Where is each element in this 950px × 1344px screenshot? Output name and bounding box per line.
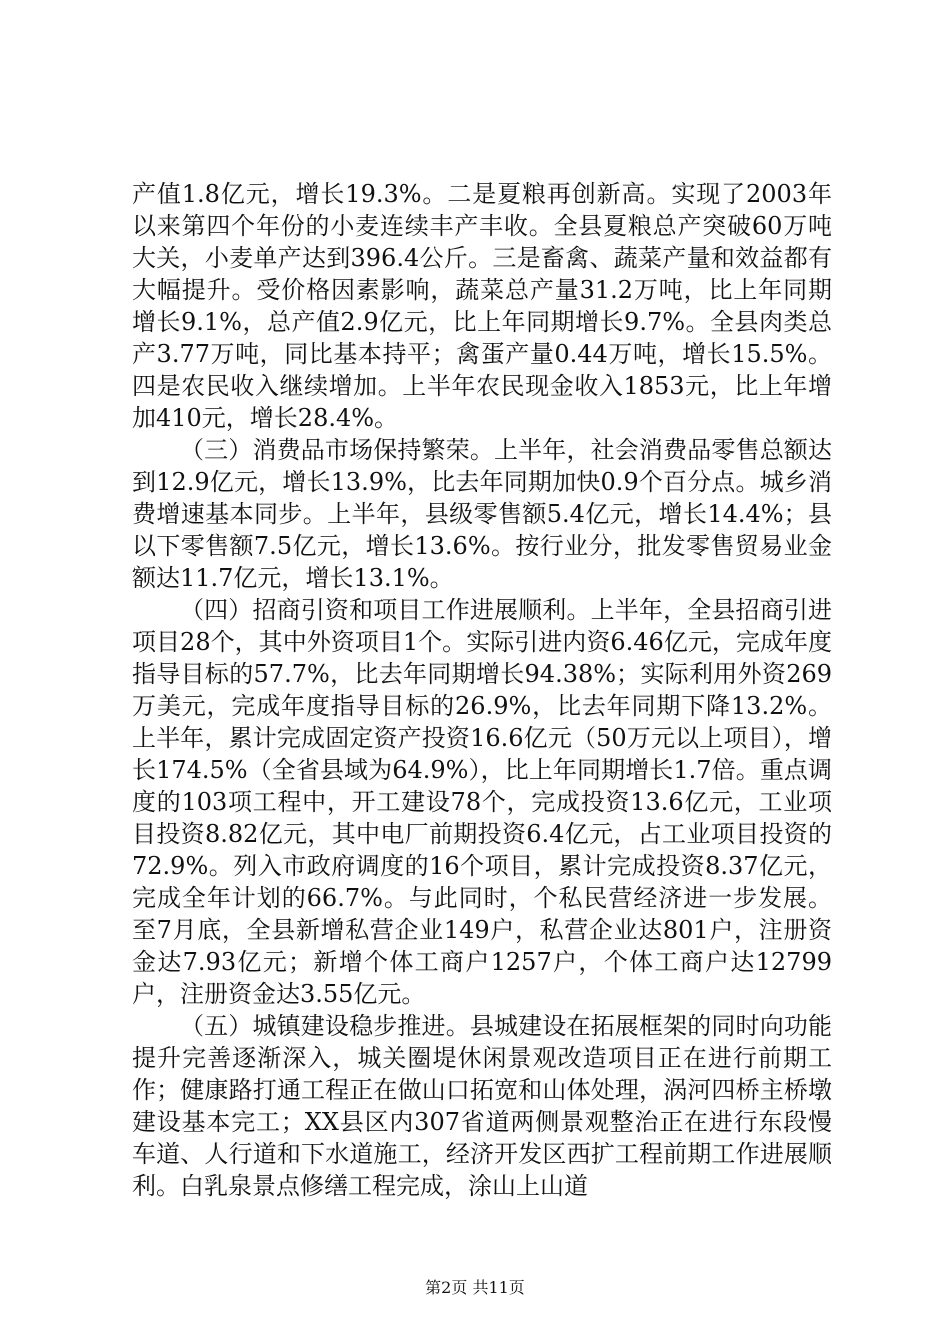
paragraph-1: 产值1.8亿元，增长19.3%。二是夏粮再创新高。实现了2003年以来第四个年份的小麦连续丰产丰收。全县夏粮总产突破60万吨大关，小麦单产达到396.4公斤。三是畜禽、蔬菜产量和效益都有大幅提升。受价格因素影响，蔬菜总产量31.2万吨，比上年同期增长9.1%，总产值2.9亿元，比上年同期增长9.7%。全县肉类总产3.77万吨，同比基本持平；禽蛋产量0.44万吨，增长15.5%。四是农民收入继续增加。上半年农民现金收入1853元，比上年增加410元，增长28.4%。 (132, 180, 832, 432)
paragraph-3: （四）招商引资和项目工作进展顺利。上半年，全县招商引进项目28个，其中外资项目1个。实际引进内资6.46亿元，完成年度指导目标的57.7%，比去年同期增长94.38%；实际利用外资269万美元，完成年度指导目标的26.9%，比去年同期下降13.2%。上半年，累计完成固定资产投资16.6亿元（50万元以上项目），增长174.5%（全省县域为64.9%），比上年同期增长1.7倍。重点调度的103项工程中，开工建设78个，完成投资13.6亿元，工业项目投资8.82亿元，其中电厂前期投资6.4亿元，占工业项目投资的72.9%。列入市政府调度的16个项目，累计完成投资8.37亿元，完成全年计划的66.7%。与此同时，个私民营经济进一步发展。至7月底，全县新增私营企业149户，私营企业达801户，注册资金达7.93亿元；新增个体工商户1257户，个体工商户达12799户，注册资金达3.55亿元。 (132, 596, 832, 1008)
paragraph-2: （三）消费品市场保持繁荣。上半年，社会消费品零售总额达到12.9亿元，增长13.9%，比去年同期加快0.9个百分点。城乡消费增速基本同步。上半年，县级零售额5.4亿元，增长14.4%；县以下零售额7.5亿元，增长13.6%。按行业分，批发零售贸易业金额达11.7亿元，增长13.1%。 (132, 436, 832, 592)
document-body (132, 178, 832, 1202)
page-footer: 第2页 共11页 (425, 1278, 525, 1297)
paragraph-4: （五）城镇建设稳步推进。县城建设在拓展框架的同时向功能提升完善逐渐深入，城关圈堤休闲景观改造项目正在进行前期工作；健康路打通工程正在做山口拓宽和山体处理，涡河四桥主桥墩建设基本完工；XX县区内307省道两侧景观整治正在进行东段慢车道、人行道和下水道施工，经济开发区西扩工程前期工作进展顺利。白乳泉景点修缮工程完成，涂山上山道 (132, 1012, 832, 1200)
